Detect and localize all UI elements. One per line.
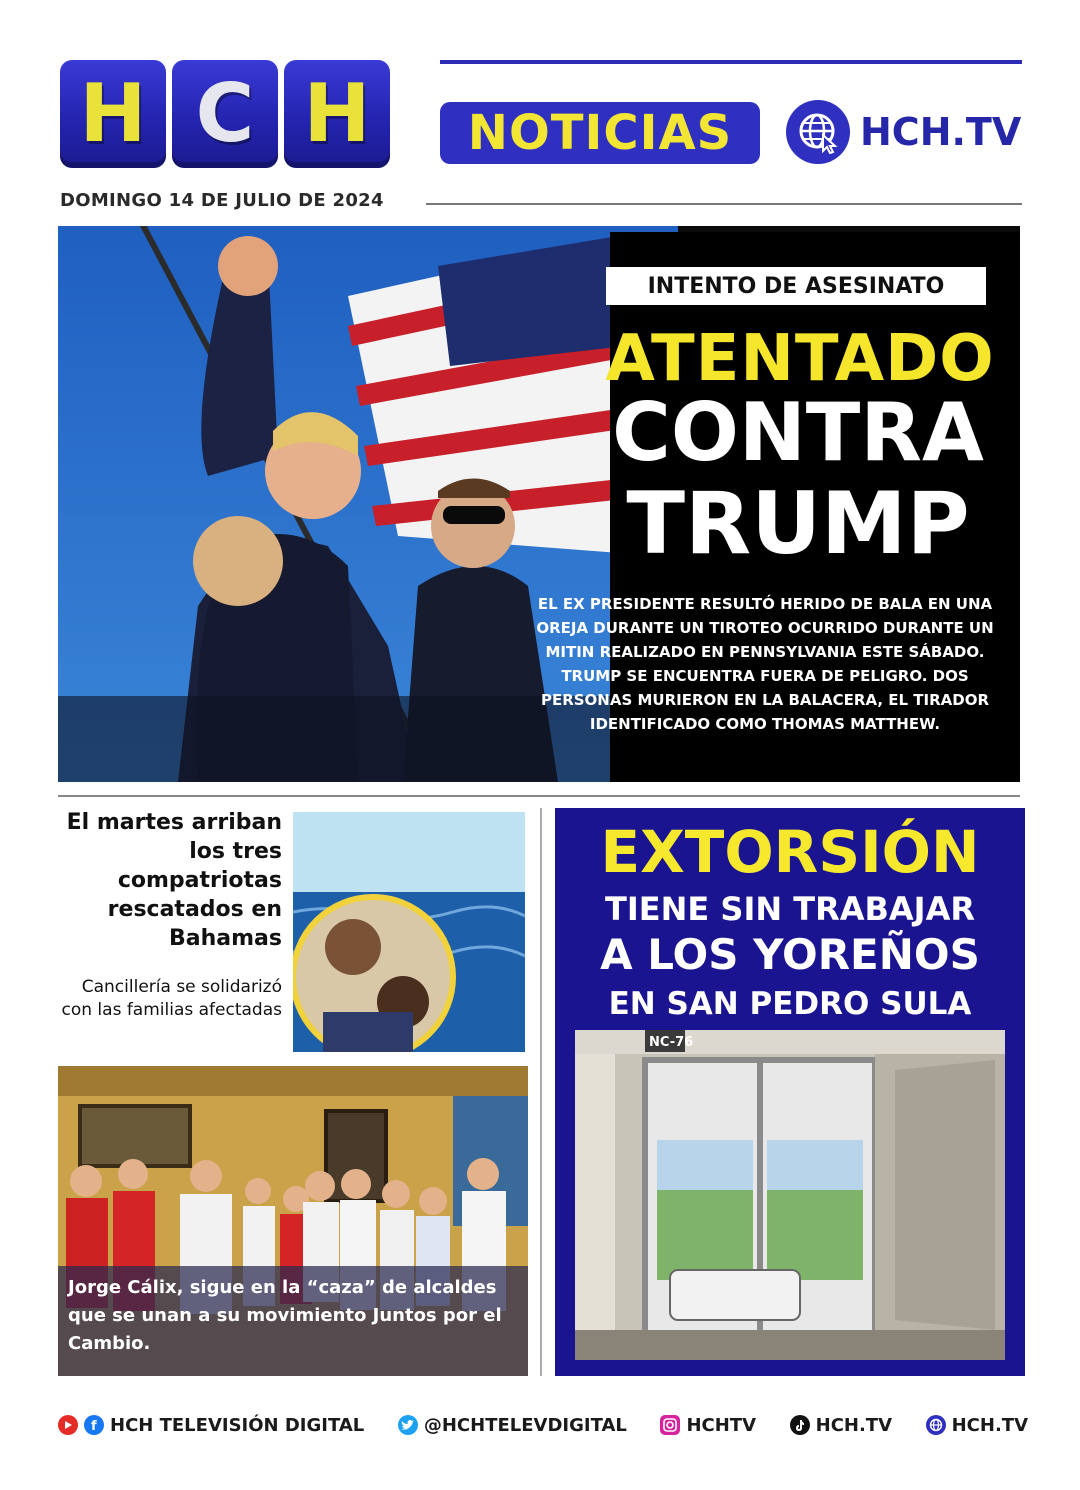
extorsion-line4: EN SAN PEDRO SULA [608,986,972,1022]
logo-tile-c [172,60,278,168]
calix-caption-box [58,1266,528,1376]
footer-web-label: HCH.TV [951,1414,1028,1436]
section-divider [58,795,1020,797]
extorsion-story[interactable] [555,808,1025,1376]
logo-letter: H [303,67,371,160]
noticias-badge [440,102,760,164]
header-top-rule [440,60,1022,64]
hero-headline-line1: ATENTADO [605,322,995,396]
hero-headline-line2: CONTRA [612,386,984,479]
issue-date: DOMINGO 14 DE JULIO DE 2024 [60,190,384,211]
date-rule [426,203,1022,205]
bahamas-headline[interactable]: El martes arriban los tres compatriotas rescatados en Bahamas [66,810,282,951]
website-brand[interactable] [786,100,1021,164]
social-footer [58,1410,1028,1440]
facebook-icon [84,1415,104,1435]
calix-caption: Jorge Cálix, sigue en la “caza” de alcaldes que se unan a su movimiento Juntos por el Cambio. [68,1277,502,1354]
logo-tile-h2 [284,60,390,168]
globe-cursor-icon [786,100,850,164]
extorsion-headline: EXTORSIÓN [600,818,980,886]
bahamas-subtitle: Cancillería se solidarizó con las familias afectadas [61,977,282,1020]
hero-story[interactable] [58,226,1020,782]
hch-logo [60,60,390,168]
extorsion-photo-art [575,1030,1005,1360]
footer-twitter[interactable] [398,1415,627,1436]
footer-instagram[interactable] [660,1415,756,1436]
tiktok-icon [790,1415,810,1435]
twitter-bird-icon [398,1415,418,1435]
footer-twitter-label: @HCHTELEVDIGITAL [423,1414,627,1436]
website-label: HCH.TV [860,110,1022,154]
logo-letter: H [79,67,147,160]
bahamas-photo[interactable] [293,812,525,1052]
footer-facebook-youtube[interactable] [58,1415,364,1436]
bahamas-photo-art [293,812,525,1052]
column-divider [540,808,542,1376]
door-sign-label: NC-76 [649,1035,694,1050]
hero-headline-line3: TRUMP [626,474,970,574]
footer-instagram-label: HCHTV [686,1414,757,1436]
calix-photo-story[interactable] [58,1066,528,1376]
globe-icon [926,1415,946,1435]
footer-tiktok-label: HCH.TV [815,1414,893,1436]
hero-kicker-text: INTENTO DE ASESINATO [647,273,945,299]
youtube-icon [58,1415,78,1435]
logo-letter: C [195,67,255,160]
noticias-label: NOTICIAS [467,105,733,161]
instagram-icon [660,1415,680,1435]
footer-facebook-label: HCH TELEVISIÓN DIGITAL [110,1414,365,1436]
footer-tiktok[interactable] [790,1415,892,1436]
extorsion-line3: A LOS YOREÑOS [600,930,980,979]
extorsion-line2: TIENE SIN TRABAJAR [605,890,975,928]
logo-tile-h1 [60,60,166,168]
hero-body: EL EX PRESIDENTE RESULTÓ HERIDO DE BALA EN UNA OREJA DURANTE UN TIROTEO OCURRIDO DURANTE UN MITIN REALIZADO EN PENNSYLVANIA ESTE SÁBADO. TRUMP SE ENCUENTRA FUERA DE PELIGRO. DOS PERSONAS MURIERON EN LA BALACERA, EL TIRADOR IDENTIFICADO COMO THOMAS MATTHEW. [536,595,994,733]
svg-text:f: f [91,1419,97,1432]
extorsion-photo [575,1030,1005,1360]
footer-web[interactable] [926,1415,1028,1436]
hero-kicker [606,267,986,305]
